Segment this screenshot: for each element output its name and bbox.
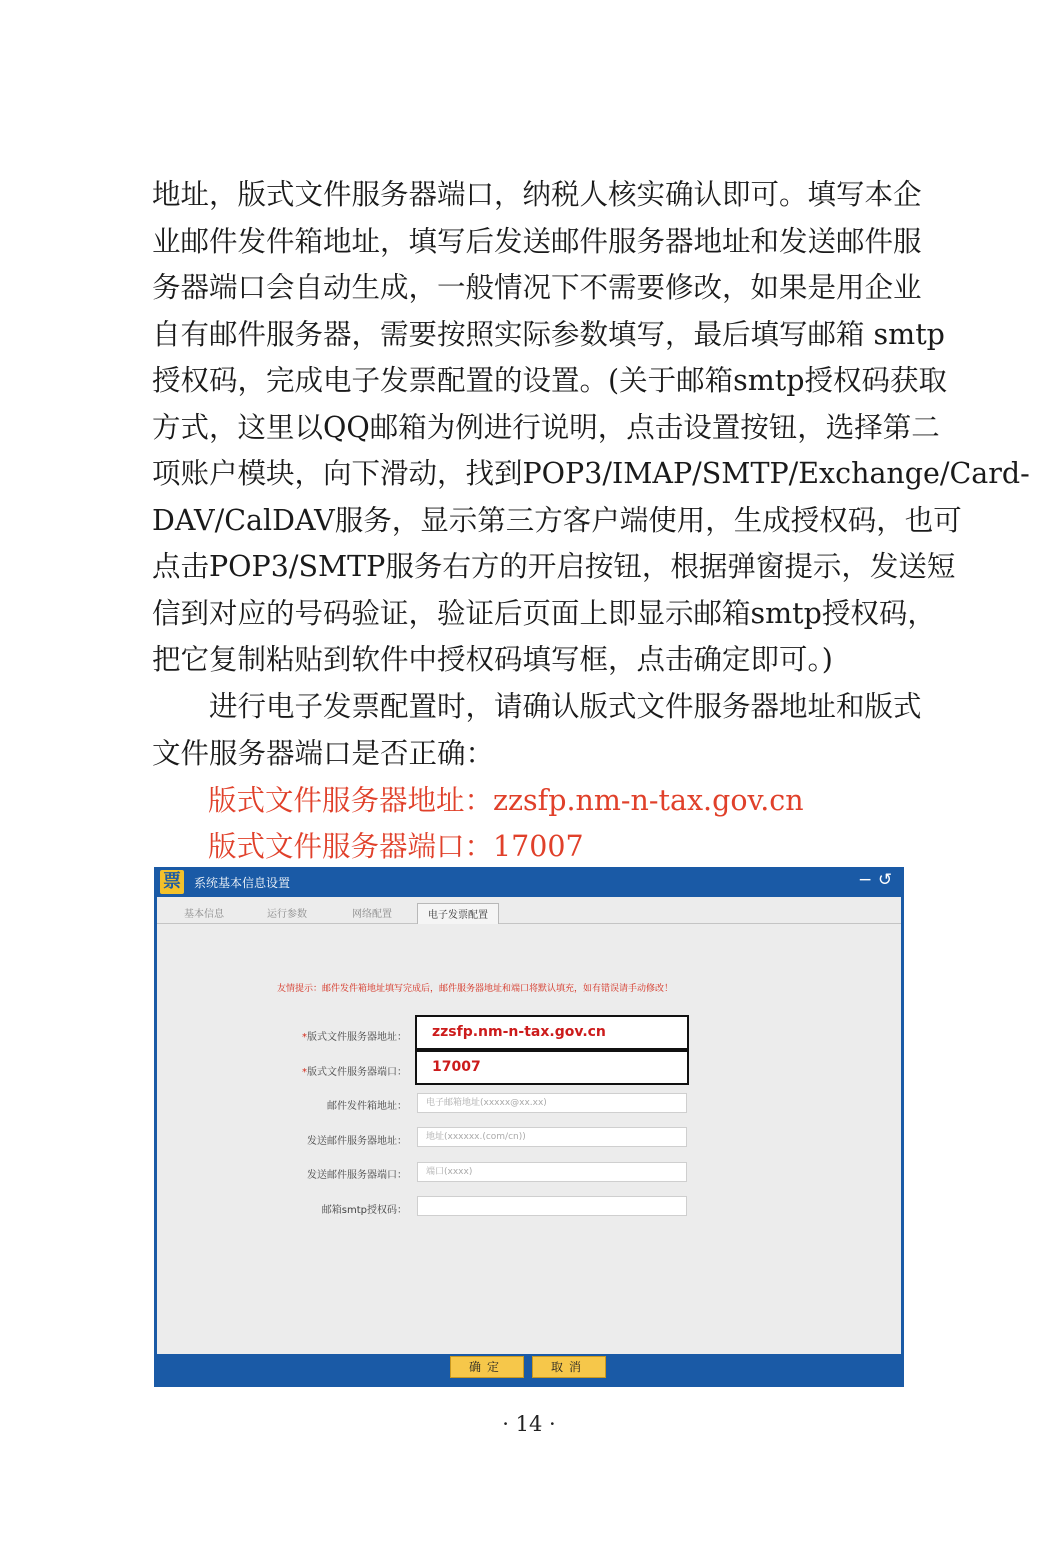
label-text: 发送邮件服务器端口：: [307, 1170, 407, 1181]
text-line: 文件服务器端口是否正确：: [152, 736, 495, 770]
tab-bar: [157, 903, 901, 924]
required-mark: *: [302, 1032, 307, 1043]
minimize-icon[interactable]: −: [858, 870, 873, 890]
field-label-server-address: [157, 1028, 407, 1043]
text-line: 项账户模块，向下滑动，找到POP3/IMAP/SMTP/Exchange/Card-: [152, 457, 1030, 490]
settings-window-screenshot: [154, 867, 904, 1387]
cancel-button[interactable]: 取消: [532, 1356, 606, 1378]
text-line: 信到对应的号码验证，验证后页面上即显示邮箱smtp授权码，: [152, 596, 936, 630]
server-port-highlight: 版式文件服务器端口：17007: [208, 830, 584, 863]
text-line: 务器端口会自动生成，一般情况下不需要修改，如果是用企业: [152, 271, 922, 304]
ticket-app-icon: 票: [160, 870, 184, 894]
label-text: 邮件发件箱地址：: [327, 1101, 407, 1112]
text-line: 方式，这里以QQ邮箱为例进行说明，点击设置按钮，选择第二: [152, 410, 940, 444]
field-label-smtp-server: [157, 1132, 407, 1147]
window-body: [157, 897, 901, 1354]
smtp-port-input[interactable]: 端口(xxxx): [417, 1162, 687, 1182]
server-address-highlight: 版式文件服务器地址：zzsfp.nm-n-tax.gov.cn: [208, 784, 804, 817]
window-titlebar: [154, 867, 904, 897]
body-paragraph-1: [152, 172, 1030, 684]
text-line: DAV/CalDAV服务，显示第三方客户端使用，生成授权码，也可: [152, 503, 962, 537]
text-line: 业邮件发件箱地址，填写后发送邮件服务器地址和发送邮件服: [152, 224, 922, 258]
notice-text: 友情提示：邮件发件箱地址填写完成后，邮件服务器地址和端口将默认填充，如有错误请手动修改！: [277, 984, 674, 994]
field-label-server-port: [157, 1063, 407, 1078]
field-label-smtp-auth-code: [157, 1201, 407, 1216]
field-label-sender-email: [157, 1097, 407, 1112]
sender-email-input[interactable]: 电子邮箱地址(xxxxx@xx.xx): [417, 1093, 687, 1113]
smtp-server-input[interactable]: 地址(xxxxxx.(com/cn)): [417, 1127, 687, 1147]
tab-einvoice-config[interactable]: 电子发票配置: [417, 903, 499, 924]
back-icon[interactable]: ↺: [878, 870, 893, 890]
field-label-smtp-port: [157, 1166, 407, 1181]
text-line: 点击POP3/SMTP服务右方的开启按钮，根据弹窗提示，发送短: [152, 550, 956, 583]
text-line: 授权码，完成电子发票配置的设置。(关于邮箱smtp授权码获取: [152, 364, 947, 397]
label-text: 邮箱smtp授权码：: [321, 1205, 407, 1216]
tab-network-config[interactable]: 网络配置: [352, 909, 392, 920]
label-text: 发送邮件服务器地址：: [307, 1136, 407, 1147]
text-line: 自有邮件服务器，需要按照实际参数填写，最后填写邮箱 smtp: [152, 317, 945, 351]
window-title: 系统基本信息设置: [194, 876, 291, 890]
tab-run-params[interactable]: 运行参数: [267, 909, 307, 920]
server-address-input[interactable]: zzsfp.nm-n-tax.gov.cn: [415, 1015, 689, 1050]
tab-basic-info[interactable]: 基本信息: [184, 909, 224, 920]
required-mark: *: [302, 1067, 307, 1078]
label-text: 版式文件服务器地址：: [307, 1032, 407, 1043]
page-number: · 14 ·: [502, 1412, 556, 1436]
server-port-input[interactable]: 17007: [415, 1050, 689, 1085]
smtp-auth-code-input[interactable]: [417, 1196, 687, 1216]
confirm-button[interactable]: 确定: [450, 1356, 524, 1378]
body-paragraph-2: [152, 684, 922, 777]
label-text: 版式文件服务器端口：: [307, 1067, 407, 1078]
text-line: 把它复制粘贴到软件中授权码填写框，点击确定即可。): [152, 643, 833, 676]
text-line: 地址，版式文件服务器端口，纳税人核实确认即可。填写本企: [152, 178, 922, 211]
text-line: 进行电子发票配置时，请确认版式文件服务器地址和版式: [209, 690, 922, 723]
